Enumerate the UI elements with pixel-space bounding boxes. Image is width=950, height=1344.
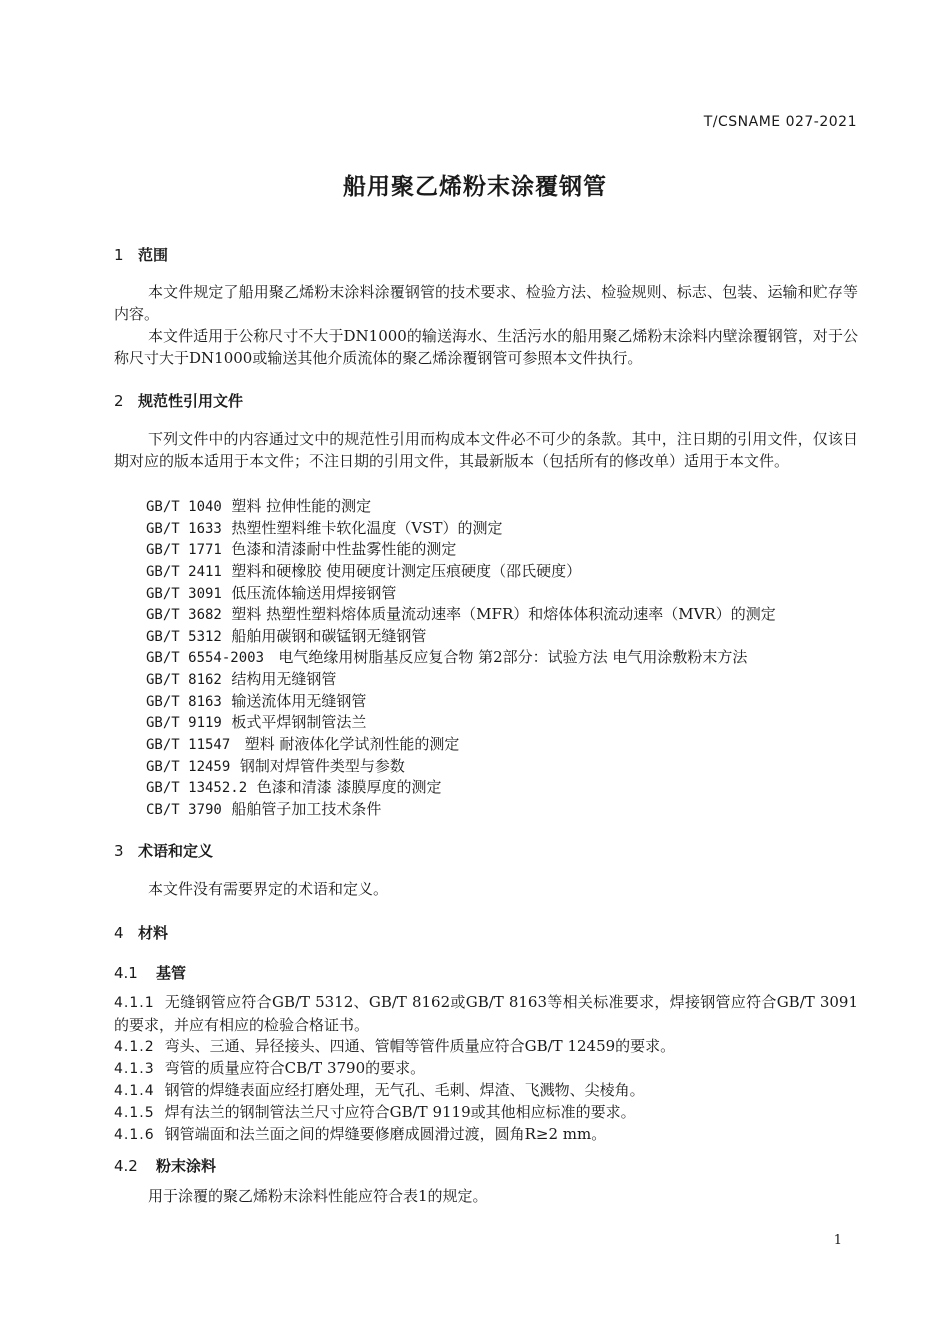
clause-text: 钢管的焊缝表面应经打磨处理，无气孔、毛刺、焊渣、飞溅物、尖棱角。: [164, 1081, 645, 1099]
clause-number: 4.1.3: [114, 1061, 155, 1077]
reference-title: 板式平焊钢制管法兰: [231, 713, 367, 731]
section-number: 3: [114, 842, 124, 860]
reference-item: [146, 495, 371, 516]
terms-paragraph: 本文件没有需要界定的术语和定义。: [148, 880, 389, 898]
section-2-heading: [114, 390, 243, 411]
reference-code: CB/T 3790: [146, 802, 222, 818]
reference-code: GB/T 5312: [146, 629, 222, 645]
reference-code: GB/T 6554-2003: [146, 650, 265, 666]
reference-title: 塑料 热塑性塑料熔体质量流动速率（MFR）和熔体体积流动速率（MVR）的测定: [231, 605, 776, 623]
reference-title: 热塑性塑料维卡软化温度（VST）的测定: [231, 519, 503, 537]
section-title: 范围: [138, 246, 169, 264]
reference-title: 电气绝缘用树脂基反应复合物 第2部分：试验方法 电气用涂敷粉末方法: [278, 648, 748, 666]
section-1-heading: [114, 244, 168, 265]
clause-4-1-2: [114, 1035, 858, 1058]
scope-paragraph-2: 本文件适用于公称尺寸不大于DN1000的输送海水、生活污水的船用聚乙烯粉末涂料内壁涂覆钢管，对于公称尺寸大于DN1000或输送其他介质流体的聚乙烯涂覆钢管可参照本文件执行。: [114, 327, 858, 367]
clause-number: 4.1.6: [114, 1127, 155, 1143]
reference-title: 塑料 耐液体化学试剂性能的测定: [244, 735, 460, 753]
reference-item: [146, 798, 381, 819]
reference-item: [146, 560, 581, 581]
section-title: 规范性引用文件: [138, 392, 244, 410]
section-number: 2: [114, 392, 124, 410]
clause-text: 无缝钢管应符合GB/T 5312、GB/T 8162或GB/T 8163等相关标准要求，焊接钢管应符合GB/T 3091的要求，并应有相应的检验合格证书。: [114, 993, 858, 1034]
reference-title: 输送流体用无缝钢管: [231, 692, 367, 710]
reference-item: [146, 582, 396, 603]
clause-text: 焊有法兰的钢制管法兰尺寸应符合GB/T 9119或其他相应标准的要求。: [164, 1103, 636, 1121]
document-title: 船用聚乙烯粉末涂覆钢管: [343, 174, 607, 200]
page-number: 1: [833, 1233, 842, 1248]
powder-coating-paragraph: 用于涂覆的聚乙烯粉末涂料性能应符合表1的规定。: [148, 1187, 488, 1205]
clause-4-1-6: [114, 1123, 858, 1146]
reference-title: 结构用无缝钢管: [231, 670, 337, 688]
section-number: 1: [114, 246, 124, 264]
clause-text: 弯管的质量应符合CB/T 3790的要求。: [164, 1059, 426, 1077]
reference-item: [146, 603, 776, 624]
clause-4-1-4: [114, 1079, 858, 1102]
section-number: 4.2: [114, 1157, 138, 1175]
section-number: 4.1: [114, 964, 138, 982]
reference-code: GB/T 8163: [146, 694, 222, 710]
section-title: 术语和定义: [138, 842, 214, 860]
reference-code: GB/T 13452.2: [146, 780, 248, 796]
clause-4-1-1: [114, 991, 858, 1036]
reference-code: GB/T 3682: [146, 607, 222, 623]
reference-title: 塑料和硬橡胶 使用硬度计测定压痕硬度（邵氏硬度）: [231, 562, 582, 580]
section-3-heading: [114, 840, 213, 861]
reference-title: 塑料 拉伸性能的测定: [231, 497, 372, 515]
reference-code: GB/T 2411: [146, 564, 222, 580]
reference-item: [146, 733, 459, 754]
reference-title: 钢制对焊管件类型与参数: [239, 757, 405, 775]
reference-code: GB/T 9119: [146, 715, 222, 731]
reference-code: GB/T 1771: [146, 542, 222, 558]
reference-item: [146, 711, 366, 732]
reference-item: [146, 776, 441, 797]
reference-item: [146, 755, 405, 776]
section-4-heading: [114, 922, 168, 943]
clause-text: 弯头、三通、异径接头、四通、管帽等管件质量应符合GB/T 12459的要求。: [164, 1037, 676, 1055]
clause-text: 钢管端面和法兰面之间的焊缝要修磨成圆滑过渡，圆角R≥2 mm。: [164, 1125, 607, 1143]
clause-number: 4.1.1: [114, 995, 155, 1011]
reference-title: 低压流体输送用焊接钢管: [231, 584, 397, 602]
reference-code: GB/T 8162: [146, 672, 222, 688]
reference-item: [146, 668, 336, 689]
clause-4-1-3: [114, 1057, 858, 1080]
reference-code: GB/T 11547: [146, 737, 231, 753]
standard-code: T/CSNAME 027-2021: [703, 114, 857, 130]
section-number: 4: [114, 924, 124, 942]
reference-code: GB/T 12459: [146, 759, 231, 775]
normative-references-intro: 下列文件中的内容通过文中的规范性引用而构成本文件必不可少的条款。其中，注日期的引用文件，仅该日期对应的版本适用于本文件；不注日期的引用文件，其最新版本（包括所有的修改单）适用于本文件。: [114, 430, 858, 470]
reference-title: 色漆和清漆 漆膜厚度的测定: [256, 778, 442, 796]
reference-item: [146, 690, 366, 711]
reference-code: GB/T 3091: [146, 586, 222, 602]
reference-code: GB/T 1040: [146, 499, 222, 515]
section-title: 基管: [156, 964, 187, 982]
section-title: 粉末涂料: [156, 1157, 217, 1175]
reference-title: 色漆和清漆耐中性盐雾性能的测定: [231, 540, 457, 558]
reference-title: 船舶管子加工技术条件: [231, 800, 382, 818]
clause-number: 4.1.2: [114, 1039, 155, 1055]
reference-item: [146, 646, 747, 667]
section-4-2-heading: [114, 1155, 216, 1176]
reference-item: [146, 625, 426, 646]
reference-title: 船舶用碳钢和碳锰钢无缝钢管: [231, 627, 427, 645]
section-title: 材料: [138, 924, 169, 942]
reference-code: GB/T 1633: [146, 521, 222, 537]
scope-paragraph-1: 本文件规定了船用聚乙烯粉末涂料涂覆钢管的技术要求、检验方法、检验规则、标志、包装、运输和贮存等内容。: [114, 283, 858, 323]
reference-item: [146, 517, 503, 538]
reference-item: [146, 538, 456, 559]
clause-4-1-5: [114, 1101, 858, 1124]
clause-number: 4.1.4: [114, 1083, 155, 1099]
section-4-1-heading: [114, 962, 186, 983]
clause-number: 4.1.5: [114, 1105, 155, 1121]
